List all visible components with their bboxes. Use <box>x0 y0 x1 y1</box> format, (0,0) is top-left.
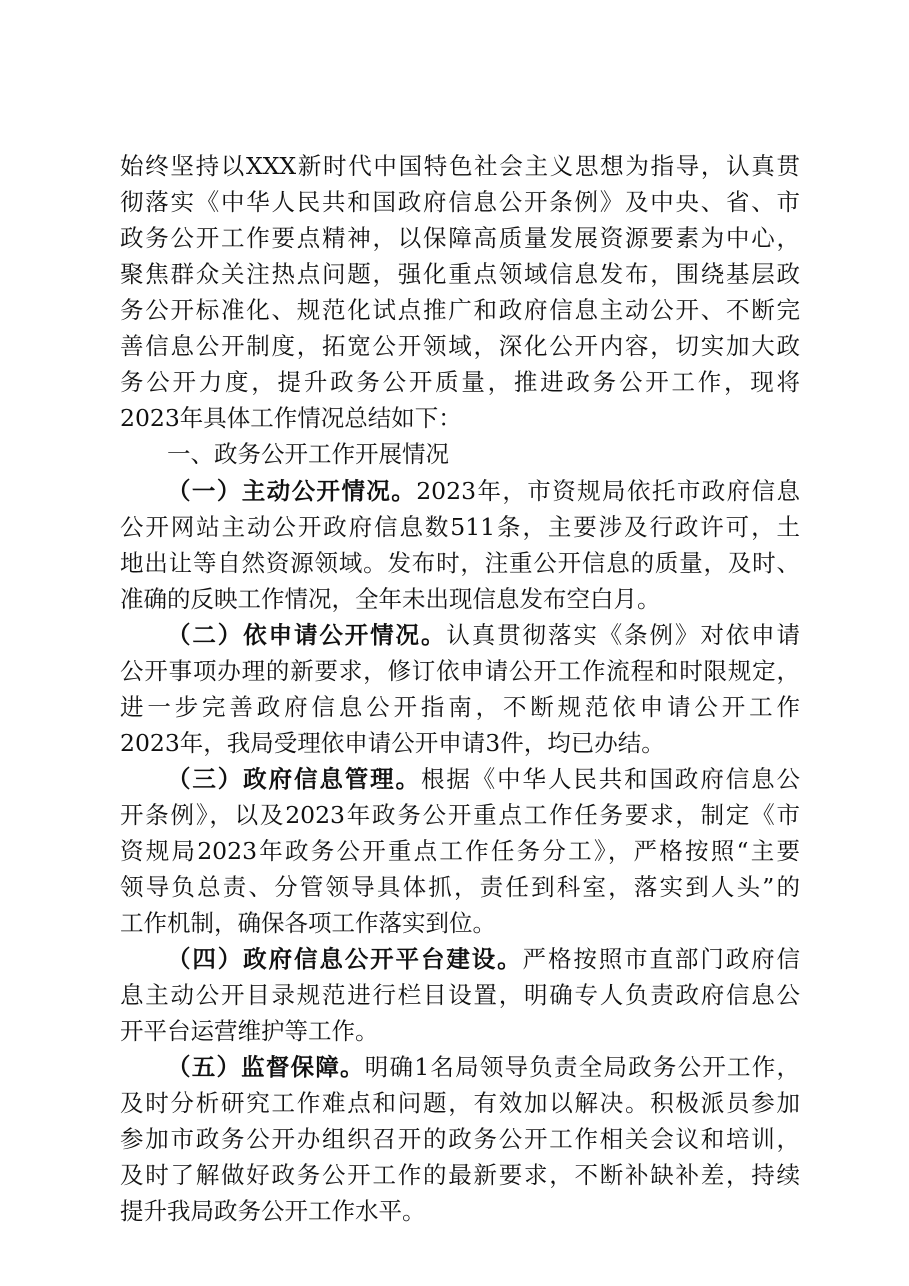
item-first-line <box>167 761 800 797</box>
item-text: 根据《中华人民共和国政府信息公 <box>420 765 801 793</box>
item-title: （三）政府信息管理。 <box>167 765 421 793</box>
item-title: （四）政府信息公开平台建设。 <box>167 945 523 973</box>
item-text: 2023年，市资规局依托市政府信息 <box>416 477 800 505</box>
item-line: 及时分析研究工作难点和问题，有效加以解决。积极派员参加 <box>120 1089 800 1117</box>
item-text: 明确1名局领导负责全局政务公开工作， <box>364 1053 801 1081</box>
intro-line: 聚焦群众关注热点问题，强化重点领域信息发布，围绕基层政 <box>120 260 800 288</box>
item-line: 2023年，我局受理依申请公开申请3件，均已办结。 <box>120 729 665 757</box>
intro-line: 2023年具体工作情况总结如下： <box>120 404 462 432</box>
item-line: 进一步完善政府信息公开指南，不断规范依申请公开工作 <box>120 693 800 721</box>
intro-line: 始终坚持以XXX新时代中国特色社会主义思想为指导，认真贯 <box>120 152 800 180</box>
item-line: 息主动公开目录规范进行栏目设置，明确专人负责政府信息公 <box>120 981 800 1009</box>
item-line: 公开网站主动公开政府信息数511条，主要涉及行政许可，土 <box>120 513 800 541</box>
item-first-line <box>167 617 800 653</box>
item-line: 开平台运营维护等工作。 <box>120 1017 379 1045</box>
item-text: 严格按照市直部门政府信 <box>522 945 801 973</box>
item-line: 开条例》，以及2023年政务公开重点工作任务要求，制定《市 <box>120 801 800 829</box>
intro-line: 务公开标准化、规范化试点推广和政府信息主动公开、不断完 <box>120 296 800 324</box>
item-line: 准确的反映工作情况，全年未出现信息发布空白月。 <box>120 585 661 613</box>
item-line: 及时了解做好政务公开工作的最新要求，不断补缺补差，持续 <box>120 1161 800 1189</box>
item-first-line <box>167 1049 800 1085</box>
item-line: 参加市政务公开办组织召开的政务公开工作相关会议和培训， <box>120 1125 800 1153</box>
item-line: 领导负总责、分管领导具体抓，责任到科室，落实到人头”的 <box>120 873 800 901</box>
item-title: （二）依申请公开情况。 <box>167 621 447 649</box>
intro-line: 务公开力度，提升政务公开质量，推进政务公开工作，现将 <box>120 368 800 396</box>
item-line: 资规局2023年政务公开重点工作任务分工》，严格按照“主要 <box>120 837 800 865</box>
intro-line: 彻落实《中华人民共和国政府信息公开条例》及中央、省、市 <box>120 188 800 216</box>
item-text: 认真贯彻落实《条例》对依申请 <box>446 621 801 649</box>
item-line: 工作机制，确保各项工作落实到位。 <box>120 909 496 937</box>
item-title: （五）监督保障。 <box>167 1053 365 1081</box>
intro-line: 善信息公开制度，拓宽公开领域，深化公开内容，切实加大政 <box>120 332 800 360</box>
item-line: 提升我局政务公开工作水平。 <box>120 1197 426 1225</box>
item-line: 地出让等自然资源领域。发布时，注重公开信息的质量，及时、 <box>120 549 800 577</box>
item-first-line <box>167 473 800 509</box>
item-title: （一）主动公开情况。 <box>167 477 417 505</box>
item-first-line <box>167 941 800 977</box>
item-line: 公开事项办理的新要求，修订依申请公开工作流程和时限规定， <box>120 657 800 685</box>
intro-line: 政务公开工作要点精神，以保障高质量发展资源要素为中心， <box>120 224 800 252</box>
section-heading: 一、政务公开工作开展情况 <box>167 440 449 468</box>
